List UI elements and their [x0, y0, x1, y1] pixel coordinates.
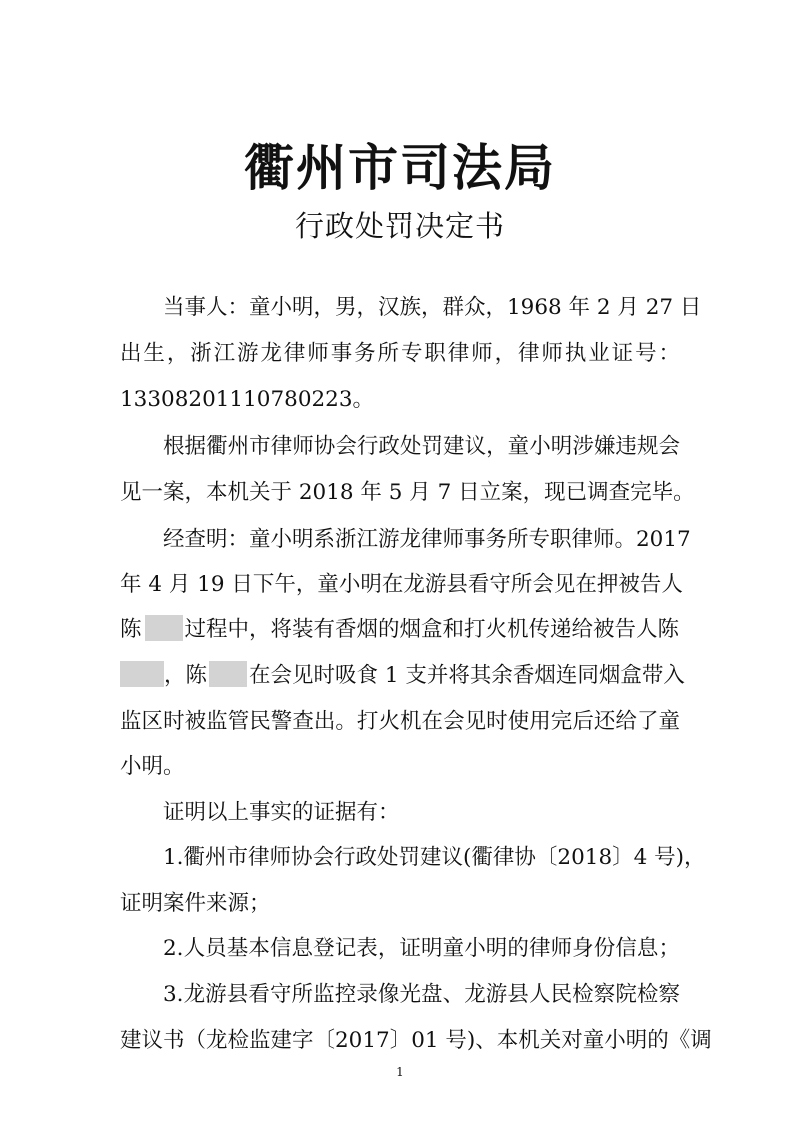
finding-line-3: [120, 610, 680, 650]
evidence-item-1: 1.衢州市律师协会行政处罚建议(衢律协〔2018〕4 号)，: [163, 845, 706, 870]
evidence-item-1-cont: 证明案件来源；: [120, 891, 271, 916]
evidence-intro: 证明以上事实的证据有：: [163, 800, 400, 825]
finding-line-4: [120, 656, 685, 696]
evidence-item-3-cont: 建议书（龙检监建字〔2017〕01 号)、本机关对童小明的《调: [120, 1028, 712, 1053]
basis-line-1: 根据衢州市律师协会行政处罚建议，童小明涉嫌违规会: [163, 434, 680, 459]
party-line-1: 当事人：童小明，男，汉族，群众，1968 年 2 月 27 日: [163, 295, 702, 320]
finding-line-2: 年 4 月 19 日下午，童小明在龙游县看守所会见在押被告人: [120, 572, 683, 597]
finding-line-6: 小明。: [120, 754, 185, 779]
finding-line-1: 经查明：童小明系浙江游龙律师事务所专职律师。2017: [163, 527, 691, 552]
redacted-name-block: [145, 615, 183, 641]
basis-line-2: 见一案，本机关于 2018 年 5 月 7 日立案，现已调查完毕。: [120, 480, 695, 505]
redacted-name-block: [209, 661, 247, 687]
party-line-3: 13308201110780223。: [120, 387, 375, 412]
page-number: 1: [396, 1065, 404, 1079]
evidence-item-2: 2.人员基本信息登记表，证明童小明的律师身份信息；: [163, 936, 680, 961]
document-title: 衢州市司法局: [244, 138, 556, 197]
finding-line-5: 监区时被监管民警查出。打火机在会见时使用完后还给了童: [120, 709, 680, 734]
document-subtitle: 行政处罚决定书: [294, 209, 505, 243]
finding-line-4-end: 在会见时吸食 1 支并将其余香烟连同烟盒带入: [249, 663, 685, 688]
finding-line-4-start: ，陈: [164, 663, 208, 688]
party-line-2: 出生，浙江游龙律师事务所专职律师，律师执业证号：: [120, 341, 680, 366]
evidence-item-3: 3.龙游县看守所监控录像光盘、龙游县人民检察院检察: [163, 982, 680, 1007]
finding-line-3-end: 过程中，将装有香烟的烟盒和打火机传递给被告人陈: [184, 617, 680, 642]
finding-line-3-start: 陈: [120, 617, 142, 642]
redacted-name-block: [120, 661, 164, 687]
